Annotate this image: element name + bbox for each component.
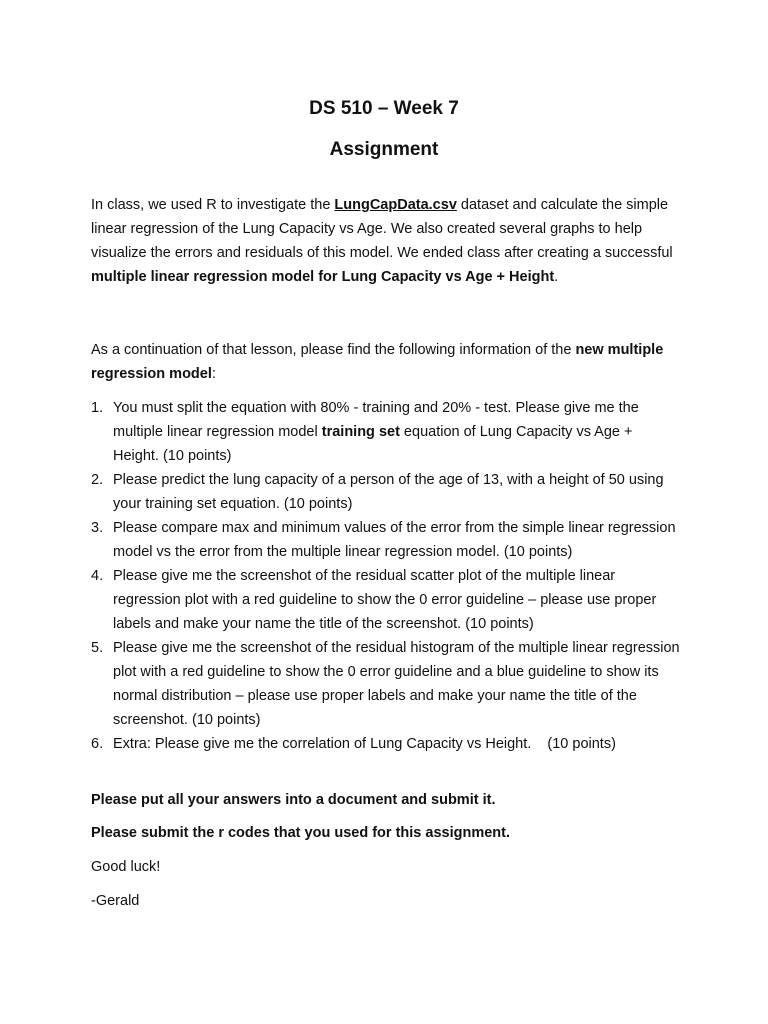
list-item-text: You must split the equation with 80% - training and 20% - test. Please give me the multiple linear regression model: [113, 400, 639, 440]
list-item-text: Please compare max and minimum values of the error from the simple linear regression model vs the error from the multiple linear regression model. (10 points): [113, 520, 676, 560]
list-item-text: equation of Lung Capacity vs Age + Height. (10 points): [113, 424, 633, 464]
list-item-number: 5.: [91, 640, 104, 656]
list-item-text: Please give me the screenshot of the residual histogram of the multiple linear regression plot with a red guideline to show the 0 error guideline and a blue guideline to show its normal distribution – please use proper labels and make your name the title of the screenshot. (10 points): [113, 640, 680, 728]
intro-model-bold: multiple linear regression model for Lung Capacity vs Age + Height: [91, 269, 555, 285]
list-item: [91, 516, 681, 564]
intro-paragraph: [91, 193, 681, 289]
intro-text-1: In class, we used R to investigate the: [91, 197, 335, 213]
list-item: [91, 468, 681, 516]
submit-code-note: Please submit the r codes that you used for this assignment.: [91, 825, 510, 841]
list-item-number: 2.: [91, 472, 104, 488]
list-item-bold: training set: [321, 424, 400, 440]
continuation-text-2: :: [211, 366, 216, 382]
page-title: DS 510 – Week 7: [309, 98, 459, 119]
good-luck-text: Good luck!: [91, 859, 161, 875]
list-item-number: 3.: [91, 520, 104, 536]
task-list: [91, 396, 681, 756]
list-item: [91, 564, 681, 636]
list-item-number: 6.: [91, 736, 104, 752]
list-item-text: Please predict the lung capacity of a person of the age of 13, with a height of 50 using your training set equation. (10 points): [113, 472, 664, 512]
list-item-text: Please give me the screenshot of the residual scatter plot of the multiple linear regression plot with a red guideline to show the 0 error guideline – please use proper labels and make your name the title of the screenshot. (10 points): [113, 568, 657, 632]
list-item-number: 1.: [91, 400, 104, 416]
continuation-bold: new multiple regression model: [91, 342, 664, 382]
intro-text-2: dataset and calculate the simple linear regression of the Lung Capacity vs Age. We also created several graphs to help visualize the errors and residuals of this model. We ended class after creating a successful: [91, 197, 673, 261]
list-item-text: Extra: Please give me the correlation of Lung Capacity vs Height. (10 points): [113, 736, 616, 752]
list-item: [91, 636, 681, 732]
list-item: [91, 396, 681, 468]
dataset-name: LungCapData.csv: [334, 197, 457, 213]
intro-text-3: .: [554, 269, 559, 285]
signature: -Gerald: [91, 893, 140, 909]
continuation-text-1: As a continuation of that lesson, please find the following information of the: [91, 342, 576, 358]
page-subtitle: Assignment: [329, 139, 439, 160]
list-item-number: 4.: [91, 568, 104, 584]
submit-document-note: Please put all your answers into a document and submit it.: [91, 792, 496, 808]
continuation-paragraph: [91, 338, 681, 386]
list-item: [91, 732, 681, 756]
